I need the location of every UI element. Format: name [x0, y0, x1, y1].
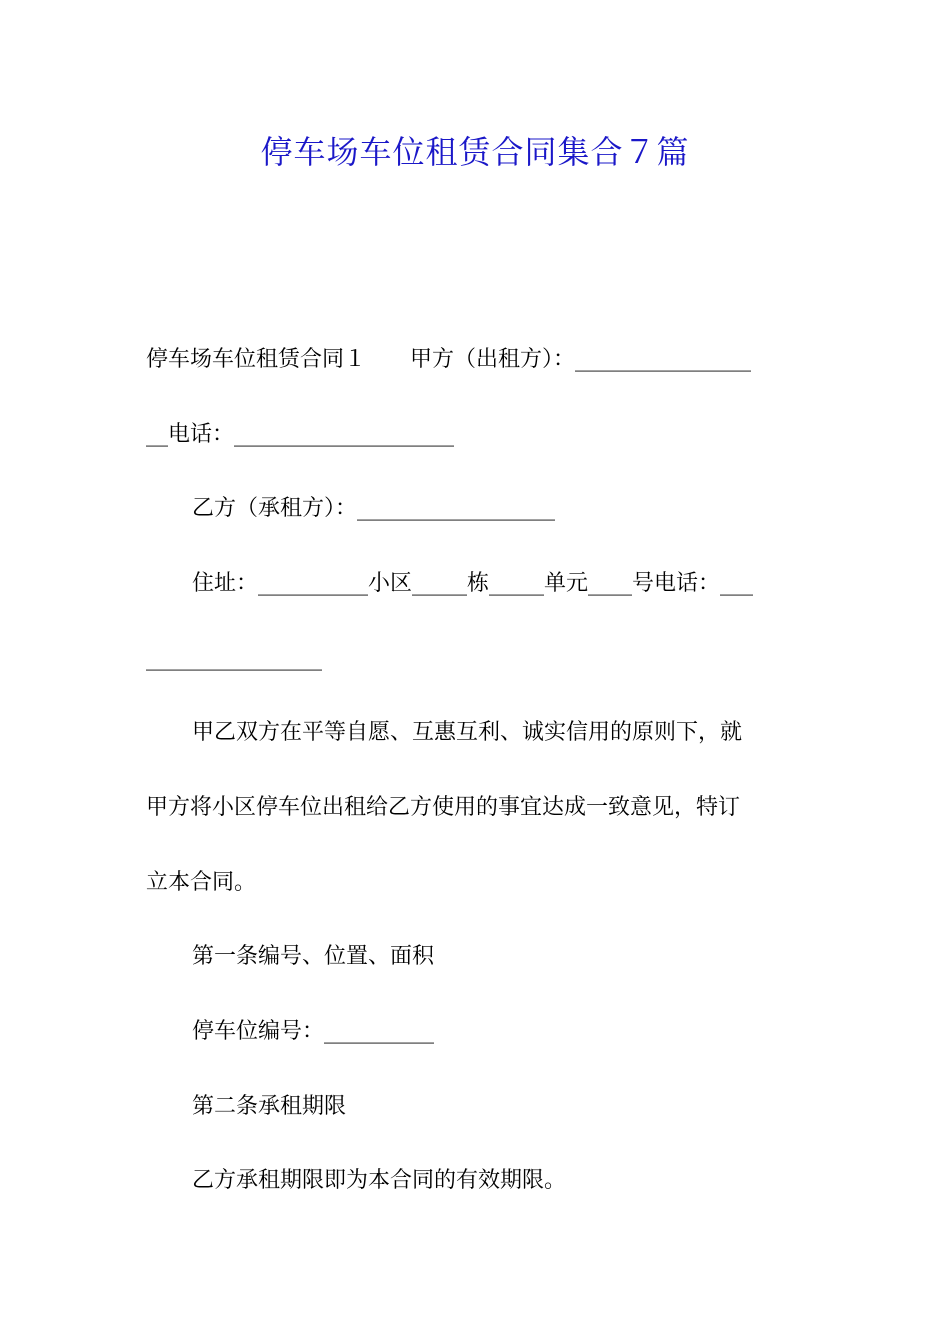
phone-line: __电话：____________________: [146, 422, 455, 447]
paragraph-line-1: 甲乙双方在平等自愿、互惠互利、诚实信用的原则下，就: [192, 720, 743, 745]
parking-number-line: 停车位编号：__________: [192, 1019, 435, 1044]
paragraph-line-2: 甲方将小区停车位出租给乙方使用的事宜达成一致意见，特订: [146, 795, 741, 820]
article-2-heading: 第二条承租期限: [192, 1094, 347, 1119]
paragraph-line-3: 立本合同。: [146, 870, 257, 895]
document-title: 停车场车位租赁合同集合７篇: [260, 133, 690, 171]
contract-heading-line: 停车场车位租赁合同１ 甲方（出租方）：________________: [146, 347, 752, 372]
address-line: 住址：__________小区_____栋_____单元____号电话：___: [192, 571, 754, 596]
article-1-heading: 第一条编号、位置、面积: [192, 944, 435, 969]
address-continuation-line: ________________: [146, 646, 322, 671]
party-b-line: 乙方（承租方）：__________________: [192, 496, 556, 521]
lease-term-line: 乙方承租期限即为本合同的有效期限。: [192, 1168, 567, 1193]
